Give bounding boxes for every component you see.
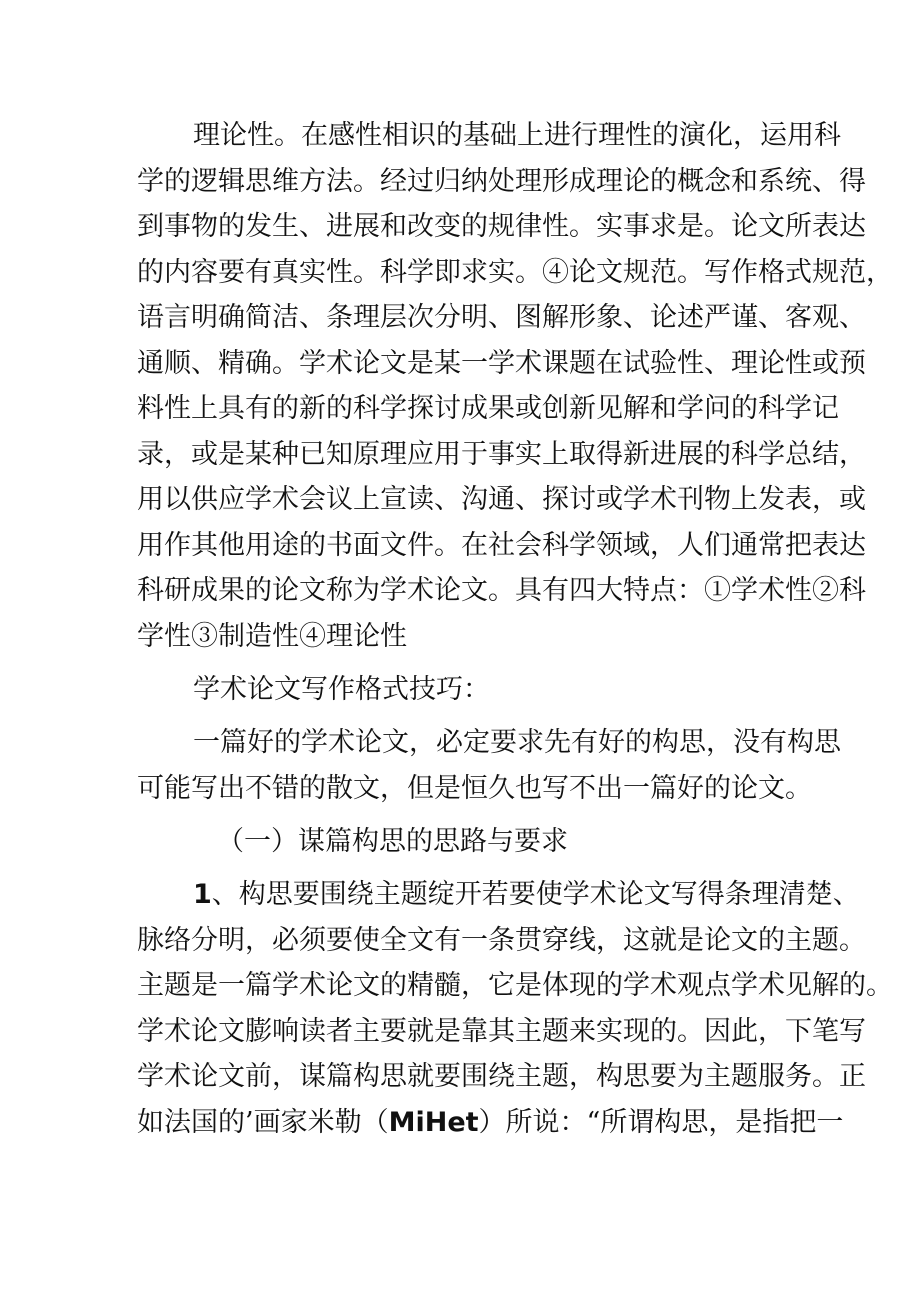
paragraph-3-line-4: 学术论文膨响读者主要就是靠其主题来实现的。因此，下笔写 bbox=[137, 1015, 866, 1047]
paragraph-1-line-4: 的内容要有真实性。科学即求实。④论文规范。写作格式规范， bbox=[137, 256, 893, 288]
paragraph-1-line-6: 通顺、精确。学术论文是某一学术课题在试验性、理论性或预 bbox=[137, 347, 866, 379]
paragraph-2-line-1: 一篇好的学术论文，必定要求先有好的构思，没有构思 bbox=[193, 727, 841, 758]
paragraph-1-line-8: 录，或是某种已知原理应用于事实上取得新进展的科学总结， bbox=[137, 438, 866, 470]
paragraph-3-number: 1 bbox=[193, 879, 212, 910]
paragraph-3-line-6-post: ）所说：“所谓构思，是指把一 bbox=[478, 1106, 844, 1138]
document-body bbox=[137, 113, 893, 1145]
section-heading-format-tips: 学术论文写作格式技巧： bbox=[193, 674, 490, 705]
paragraph-3-line-2: 脉络分明，必须要使全文有一条贯穿线，这就是论文的主题。 bbox=[137, 924, 866, 956]
paragraph-3-line-6 bbox=[137, 1100, 844, 1146]
paragraph-1-line-3: 到事物的发生、进展和改变的规律性。实事求是。论文所表达 bbox=[137, 211, 866, 242]
paragraph-1-line-1: 理论性。在感性相识的基础上进行理性的演化，运用科 bbox=[193, 120, 841, 151]
paragraph-3-line-1-text: 、构思要围绕主题绽开若要使学术论文写得条理清楚、 bbox=[211, 879, 860, 910]
paragraph-1-line-7: 料性上具有的新的科学探讨成果或创新见解和学问的科学记 bbox=[137, 393, 839, 424]
paragraph-3-line-5: 学术论文前，谋篇构思就要围绕主题，构思要为主题服务。正 bbox=[137, 1061, 866, 1092]
paragraph-2-line-2: 可能写出不错的散文，但是恒久也写不出一篇好的论文。 bbox=[137, 772, 812, 804]
paragraph-3-line-1 bbox=[137, 872, 860, 918]
paragraph-1-line-5: 语言明确简洁、条理层次分明、图解形象、论述严谨、客观、 bbox=[137, 302, 866, 333]
paragraph-1-line-9: 用以供应学术会议上宣读、沟通、探讨或学术刊物上发表，或 bbox=[137, 484, 866, 515]
paragraph-3-line-6-pre: 如法国的’画家米勒（ bbox=[137, 1106, 389, 1138]
paragraph-1-line-10: 用作其他用途的书面文件。在社会科学领域，人们通常把表达 bbox=[137, 529, 866, 561]
painter-name: MiHet bbox=[388, 1106, 479, 1138]
paragraph-1-line-2: 学的逻辑思维方法。经过归纳处理形成理论的概念和系统、得 bbox=[137, 165, 866, 197]
paragraph-1-line-12: 学性③制造性④理论性 bbox=[137, 620, 407, 652]
paragraph-3-line-3: 主题是一篇学术论文的精髓，它是体现的学术观点学术见解的。 bbox=[137, 970, 893, 1001]
subsection-heading-1: （一）谋篇构思的思路与要求 bbox=[217, 826, 568, 857]
paragraph-1-line-11: 科研成果的论文称为学术论文。具有四大特点：①学术性②科 bbox=[137, 575, 866, 606]
